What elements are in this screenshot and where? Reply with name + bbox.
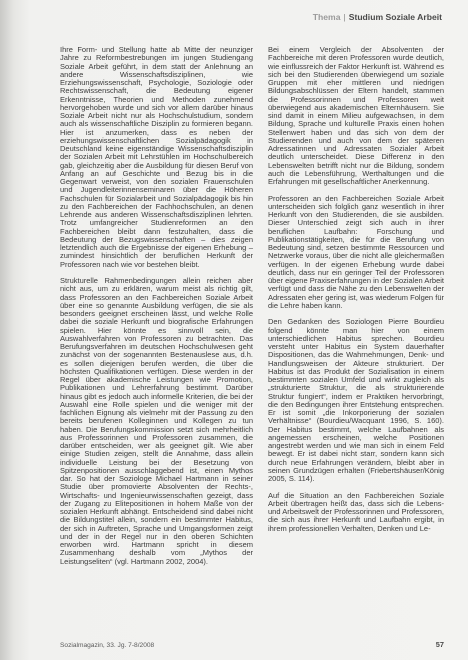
paragraph: Bei einem Vergleich der Absolventen der Fachbereiche mit deren Professoren wurde deutlich, wie einflussreich der Faktor Herkunft ist. Während es sich bei den Studierenden überwiegend um soziale Gruppen mit eher mittleren und niedrigen Bildungsabschlüssen der Eltern handelt, stammen die Professorinnen und Professoren weit überwiegend aus akademischen Elternhäusern. Sie sind damit in einem Milieu aufgewachsen, in dem Bildung, Sprache und kulturelle Praxis einen hohen Stellenwert haben und das sich von dem der Studierenden und auch von dem der späteren Adressatinnen und Adressaten Sozialer Arbeit deutlich unterscheidet. Diese Differenz in den Lebenswelten betrifft nicht nur die Bildung, sondern auch die Lebensführung, Werthaltungen und die Erfahrungen mit gesellschaftlicher Anerkennung. — [268, 46, 444, 186]
paragraph: Strukturelle Rahmenbedingungen allein reichen aber nicht aus, um zu erklären, warum meist als richtig gilt, dass Professoren an den Fachbereichen Soziale Arbeit über eine so genannte Ausbildung verfügen, die sie als besonders geeignet erscheinen lässt, und welche Rolle dabei die soziale Herkunft und biografische Erfahrungen spielen. Hier könnte es sinnvoll sein, die Auswahlverfahren von Professoren zu betrachten. Das Berufungsverfahren im deutschen Hochschulwesen geht zunächst von der sogenannten Bestenauslese aus, d.h. es sollen diejenigen berufen werden, die über die höchsten Qualifikationen verfügen. Diese werden in der Regel über akademische Leistungen wie Promotion, Publikationen und Lehrerfahrung bestimmt. Darüber hinaus gibt es jedoch auch informelle Kriterien, die bei der Auswahl eine Rolle spielen und die weniger mit der fachlichen Eignung als vielmehr mit der Passung zu den bereits berufenen Kolleginnen und Kollegen zu tun haben. Die Berufungskommission setzt sich mehrheitlich aus Professorinnen und Professoren zusammen, die darüber entscheiden, wer als geeignet gilt. Wie aber einige Studien zeigen, stellt die Annahme, dass allein individuelle Leistung bei der Besetzung von Spitzenpositionen ausschlaggebend ist, einen Mythos dar. So hat der Soziologe Michael Hartmann in seiner Studie über promovierte Absolventen der Rechts-, Wirtschafts- und Ingenieurwissenschaften gezeigt, dass der Zugang zu Elitepositionen in hohem Maße von der sozialen Herkunft abhängt. Entscheidend sind dabei nicht die Bildungstitel allein, sondern ein bestimmter Habitus, der sich in Auftreten, Sprache und Umgangsformen zeigt und der in der Regel nur in den oberen Schichten erworben wird. Hartmann spricht in diesem Zusammenhang deshalb vom „Mythos der Leistungseliten“ (vgl. Hartmann 2002, 2004). — [60, 276, 253, 566]
journal-citation: Sozialmagazin, 33. Jg. 7-8/2008 — [60, 642, 155, 649]
right-text-column — [268, 46, 444, 630]
paragraph: Den Gedanken des Soziologen Pierre Bourdieu folgend könnte man hier von einem unterschiedlichen Habitus sprechen. Bourdieu versteht unter Habitus ein System dauerhafter Dispositionen, das die Wahrnehmungen, Denk- und Handlungsweisen der Akteure strukturiert. Der Habitus ist das Produkt der Sozialisation in einem bestimmten sozialen Umfeld und wirkt zugleich als „strukturierte Struktur, die als strukturierende Struktur fungiert“, indem er Praktiken hervorbringt, die den Bedingungen ihrer Entstehung entsprechen. Er ist somit „die Inkorporierung der sozialen Verhältnisse“ (Bourdieu/Wacquant 1996, S. 160). Der Habitus bestimmt, welche Laufbahnen als angemessen erscheinen, welche Positionen angestrebt werden und wie man sich in einem Feld bewegt. Er ist dabei nicht starr, sondern kann sich durch neue Erfahrungen verändern, bleibt aber in seinen Grundzügen erhalten (Friebertshäuser/König 2005, S. 114). — [268, 317, 444, 483]
left-text-column — [60, 46, 253, 630]
page-footer — [60, 641, 444, 650]
section-title: Studium Soziale Arbeit — [348, 12, 442, 22]
section-label: Thema — [312, 12, 341, 22]
running-header — [313, 12, 442, 23]
paragraph: Auf die Situation an den Fachbereichen Soziale Arbeit übertragen heißt das, dass sich die Lebens- und Arbeitswelt der Professorinnen und Professoren, die sich aus ihrer Herkunft und Laufbahn ergibt, in ihrem professionellen Verhalten, Denken und Le- — [268, 490, 444, 533]
paragraph: Ihre Form- und Stellung hatte ab Mitte der neunziger Jahre zu Reformbestrebungen im jungen Studiengang Soziale Arbeit geführt, in dem statt der Anlehnung an andere Wissenschaftsdisziplinen, wie Erziehungswissenschaft, Psychologie, Soziologie oder Rechtswissenschaft, die Bedeutung eigener Erkenntnisse, Theorien und Methoden zunehmend hervorgehoben wurde und sich vor allem darüber hinaus Soziale Arbeit nicht nur als Hochschulstudium, sondern auch als wissenschaftliche Disziplin zu formieren begann. Hier ist anzumerken, dass es neben der erziehungswissenschaftlichen Sozialpädagogik in Deutschland keine eigenständige Wissenschaftsdisziplin der Sozialen Arbeit mit Lehrstühlen im Hochschulbereich gab, gleichzeitig aber die Ausbildung für diesen Beruf von Anfang an auf Geschichte und Bezug bis in die Gegenwart verweist, von den sozialen Frauenschulen und Jugendleiterinnenseminaren über die Höheren Fachschulen für Sozialarbeit und Sozialpädagogik bis hin zu den Fachbereichen der Fachhochschulen, an denen Lehrende aus anderen Wissenschaftsdisziplinen lehrten. Trotz umfangreicher Studienreformen an den Fachbereichen bleibt dann festzuhalten, dass die Bedeutung der Bezugswissenschaften – dies zeigen letztendlich auch die Ergebnisse der eigenen Erhebung – zumindest hinsichtlich der beruflichen Herkunft der Professoren nach wie vor bestehen bleibt. — [60, 46, 253, 269]
header-divider: | — [343, 12, 346, 22]
paragraph: Professoren an den Fachbereichen Soziale Arbeit unterscheiden sich folglich ganz wesentlich in ihrer Herkunft von den Studierenden, die sie ausbilden. Dieser Unterschied zeigt sich auch in ihrer beruflichen Laufbahn: Forschung und Publikationstätigkeiten, die für die Berufung von Bedeutung sind, setzen bestimmte Ressourcen und Netzwerke voraus, über die nicht alle gleichermaßen verfügen. In der eigenen Erhebung wurde dabei deutlich, dass nur ein geringer Teil der Professoren über eigene Praxiserfahrungen in der Sozialen Arbeit verfügt und dass die Nähe zu den Lebenswelten der Adressaten eher gering ist, was wiederum Folgen für die Lehre haben kann. — [268, 193, 444, 310]
page-number: 57 — [435, 640, 444, 649]
